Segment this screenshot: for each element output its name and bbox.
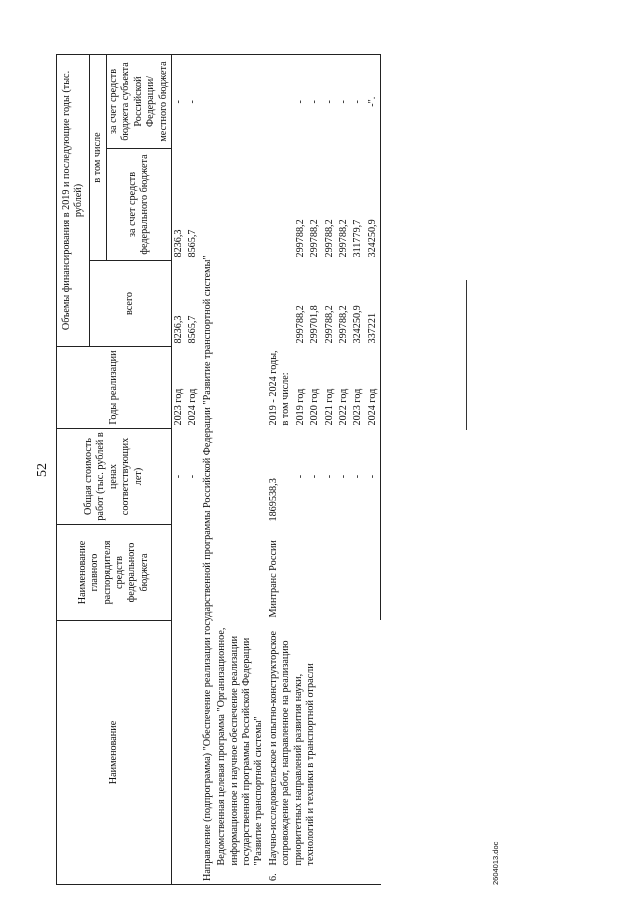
cell-regional: - <box>308 54 322 148</box>
header-funding: Объемы финансирования в 2019 и последующие годы (тыс. рублей) <box>57 54 90 346</box>
cell-year: 2024 год <box>366 347 381 429</box>
program-title: Ведомственная целевая программа "Организационное, информационное и научное обеспечение реализации государственной программы Российской Федерации "Развитие транспортной системы" <box>216 627 265 866</box>
cell-total: 299788,2 <box>337 305 349 344</box>
cell-federal: 299788,2 <box>337 219 349 258</box>
cell-federal: 8236,3 <box>173 229 185 258</box>
cell-cost: - <box>337 474 349 479</box>
table-row <box>186 54 200 884</box>
cell-regional: -". <box>366 54 381 148</box>
cell-federal: 324250,9 <box>366 149 381 261</box>
financing-table <box>56 54 381 885</box>
cell-federal: 299788,2 <box>309 219 321 258</box>
section-row <box>201 54 215 884</box>
cell-year: 2023 год <box>173 388 185 426</box>
cell-cost: - <box>294 474 306 479</box>
cell-federal: 299788,2 <box>323 219 335 258</box>
table-row <box>267 54 294 884</box>
header-years: Годы реализации <box>57 347 172 429</box>
header-total-cost: Общая стоимость работ (тыс. рублей в ценах соответствующих лет) <box>57 429 172 525</box>
item-period: 2019 - 2024 годы, в том числе: <box>267 350 292 426</box>
cell-federal: 311779,7 <box>352 219 364 258</box>
cell-regional: - <box>172 54 187 148</box>
item-cost: 1869538,3 <box>267 478 279 522</box>
cell-federal: 8565,7 <box>187 229 199 258</box>
header-including: в том числе <box>90 54 107 260</box>
item-name: Научно-исследовательское и опытно-конструкторское сопровождение работ, направленное на реализацию приоритетных направлений развития науки, технологий и техники в транспортной отрасли <box>267 630 317 866</box>
cell-year: 2024 год <box>187 388 199 426</box>
cell-total: 299788,2 <box>294 305 306 344</box>
cell-total: 324250,9 <box>352 305 364 344</box>
cell-year: 2020 год <box>309 388 321 426</box>
section-title: Направление (подпрограмма) "Обеспечение реализации государственной программы Российской Федерации "Развитие транспортной системы" <box>201 54 215 884</box>
cell-cost: - <box>173 474 185 479</box>
cell-cost: - <box>187 474 199 479</box>
cell-total: 299788,2 <box>323 305 335 344</box>
cell-cost: - <box>352 474 364 479</box>
cell-regional: - <box>186 54 200 148</box>
header-administrator: Наименование главного распорядителя средств федерального бюджета <box>57 525 172 621</box>
cell-total: 337221 <box>366 261 381 347</box>
item-administrator: Минтранс России <box>267 540 279 618</box>
cell-regional: - <box>351 54 365 148</box>
cell-cost: - <box>323 474 335 479</box>
footer-filename: 2604013.doc <box>491 841 500 885</box>
cell-year: 2019 год <box>294 388 306 426</box>
cell-cost: - <box>309 474 321 479</box>
cell-year: 2023 год <box>352 388 364 426</box>
header-federal: за счет средств федерального бюджета <box>107 149 172 261</box>
end-rule <box>466 280 467 430</box>
cell-total: 8236,3 <box>173 315 185 344</box>
cell-cost: - <box>366 429 381 525</box>
cell-total: 299701,8 <box>309 305 321 344</box>
program-row <box>215 54 267 884</box>
header-regional: за счет средств бюджета субъекта Российской Федерации/ местного бюджета <box>107 54 172 148</box>
cell-total: 8565,7 <box>187 315 199 344</box>
header-total: всего <box>90 261 172 347</box>
item-number: 6. <box>267 869 381 885</box>
cell-regional: - <box>337 54 351 148</box>
table-row <box>172 54 187 884</box>
page-number: 52 <box>35 463 50 477</box>
cell-federal: 299788,2 <box>294 219 306 258</box>
cell-year: 2021 год <box>323 388 335 426</box>
cell-regional: - <box>323 54 337 148</box>
cell-regional: - <box>294 54 308 148</box>
header-name: Наименование <box>57 621 172 885</box>
cell-year: 2022 год <box>337 388 349 426</box>
rotated-page <box>33 55 498 885</box>
